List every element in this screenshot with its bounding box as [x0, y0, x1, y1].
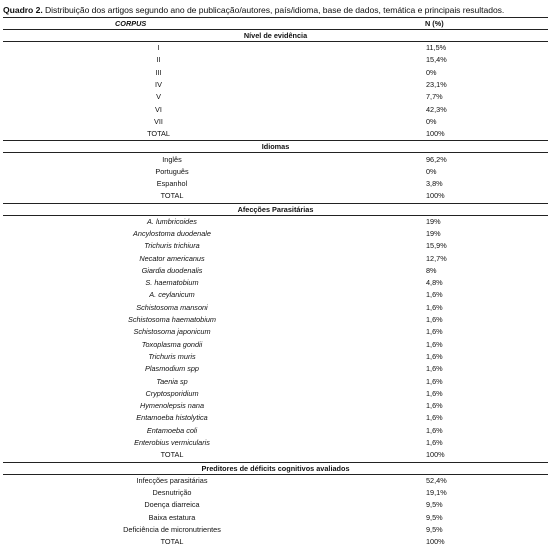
row-label-cell [3, 277, 423, 289]
row-value: 19% [423, 215, 548, 228]
row-label-cell [3, 302, 423, 314]
table-row [3, 265, 548, 277]
table-row [3, 103, 548, 115]
row-value: 1,6% [423, 314, 548, 326]
table-body [3, 30, 548, 548]
row-label: Necator americanus [122, 253, 222, 265]
table-row [3, 339, 548, 351]
row-label: Baixa estatura [122, 512, 222, 524]
row-label: Entamoeba histolytica [122, 412, 222, 424]
row-label: Infecções parasitárias [122, 475, 222, 487]
row-label: Enterobius vermicularis [122, 437, 222, 449]
row-value: 100% [423, 536, 548, 548]
section-header-afeccoes-parasitarias [3, 203, 548, 215]
table-row [3, 487, 548, 499]
row-value: 0% [423, 116, 548, 128]
row-label-cell [3, 437, 423, 449]
table-header-row [3, 18, 548, 30]
row-label: Ancylostoma duodenale [122, 228, 222, 240]
row-label-cell [3, 339, 423, 351]
section-title: Idiomas [3, 141, 548, 153]
caption-label: Quadro 2. [3, 5, 43, 15]
table-row [3, 302, 548, 314]
row-label-cell [3, 91, 423, 103]
row-label: Giardia duodenalis [122, 265, 222, 277]
table-caption [3, 4, 548, 16]
row-label-cell [3, 425, 423, 437]
table-row [3, 425, 548, 437]
row-value: 100% [423, 128, 548, 141]
row-label: I [122, 42, 195, 54]
row-value: 3,8% [423, 178, 548, 190]
table-row [3, 388, 548, 400]
row-label-cell [3, 54, 423, 66]
row-value: 96,2% [423, 153, 548, 166]
row-label: Doença diarreica [122, 499, 222, 511]
table-row [3, 511, 548, 523]
row-value: 100% [423, 449, 548, 462]
row-label: Hymenolepsis nana [122, 400, 222, 412]
row-label-cell [3, 103, 423, 115]
table-row [3, 252, 548, 264]
row-value: 23,1% [423, 79, 548, 91]
row-value: 0% [423, 166, 548, 178]
row-label: Taenia sp [122, 376, 222, 388]
table-row [3, 412, 548, 424]
row-label-cell [3, 412, 423, 424]
row-label-cell [3, 190, 423, 203]
table-row [3, 375, 548, 387]
row-value: 9,5% [423, 524, 548, 536]
row-label: IV [122, 79, 195, 91]
row-value: 1,6% [423, 302, 548, 314]
table-row [3, 314, 548, 326]
row-value: 19,1% [423, 487, 548, 499]
table-row [3, 166, 548, 178]
row-value: 9,5% [423, 511, 548, 523]
row-value: 19% [423, 228, 548, 240]
row-label-cell [3, 400, 423, 412]
row-label: S. haematobium [122, 277, 222, 289]
row-label: Inglês [122, 154, 222, 166]
row-value: 4,8% [423, 277, 548, 289]
row-value: 1,6% [423, 375, 548, 387]
table-row [3, 178, 548, 190]
table-row [3, 449, 548, 462]
row-value: 1,6% [423, 351, 548, 363]
table-row [3, 228, 548, 240]
section-header-nivel-de-evidencia [3, 30, 548, 42]
row-label-cell [3, 511, 423, 523]
row-value: 1,6% [423, 289, 548, 301]
table-row [3, 54, 548, 66]
row-label-cell [3, 252, 423, 264]
row-label: Cryptosporidium [122, 388, 222, 400]
row-value: 0% [423, 67, 548, 79]
row-value: 42,3% [423, 103, 548, 115]
row-label: Plasmodium spp [122, 363, 222, 375]
row-value: 15,4% [423, 54, 548, 66]
row-value: 1,6% [423, 437, 548, 449]
row-value: 1,6% [423, 326, 548, 338]
row-label: V [122, 91, 195, 103]
row-value: 1,6% [423, 425, 548, 437]
row-label: TOTAL [122, 449, 222, 461]
row-label: A. lumbricoides [122, 216, 222, 228]
table-row [3, 289, 548, 301]
table-row [3, 215, 548, 228]
row-label-cell [3, 265, 423, 277]
row-label-cell [3, 487, 423, 499]
table-row [3, 277, 548, 289]
row-label: A. ceylanicum [122, 289, 222, 301]
row-label-cell [3, 474, 423, 487]
row-label-cell [3, 153, 423, 166]
row-label-cell [3, 42, 423, 55]
row-value: 1,6% [423, 412, 548, 424]
row-label-cell [3, 128, 423, 141]
row-label: III [122, 67, 195, 79]
row-value: 12,7% [423, 252, 548, 264]
section-title: Afecções Parasitárias [3, 203, 548, 215]
row-label: Schistosoma haematobium [122, 314, 222, 326]
table-row [3, 363, 548, 375]
row-value: 52,4% [423, 474, 548, 487]
row-label: Toxoplasma gondii [122, 339, 222, 351]
row-value: 7,7% [423, 91, 548, 103]
row-label-cell [3, 289, 423, 301]
row-value: 1,6% [423, 400, 548, 412]
row-label-cell [3, 524, 423, 536]
row-value: 15,9% [423, 240, 548, 252]
row-label: TOTAL [122, 128, 195, 140]
row-label-cell [3, 499, 423, 511]
row-label-cell [3, 178, 423, 190]
table-row [3, 437, 548, 449]
row-value: 8% [423, 265, 548, 277]
row-value: 100% [423, 190, 548, 203]
row-label: VII [122, 116, 195, 128]
section-header-idiomas [3, 141, 548, 153]
row-label-cell [3, 326, 423, 338]
row-value: 1,6% [423, 339, 548, 351]
header-n-percent: N (%) [423, 18, 548, 30]
row-label-cell [3, 388, 423, 400]
row-label-cell [3, 351, 423, 363]
row-label-cell [3, 116, 423, 128]
row-label-cell [3, 449, 423, 462]
table-row [3, 524, 548, 536]
row-label-cell [3, 314, 423, 326]
table-row [3, 326, 548, 338]
row-value: 1,6% [423, 388, 548, 400]
table-row [3, 153, 548, 166]
table-row [3, 42, 548, 55]
header-corpus: CORPUS [3, 18, 423, 30]
row-label: Schistosoma mansoni [122, 302, 222, 314]
table-row [3, 474, 548, 487]
table-row [3, 351, 548, 363]
row-value: 9,5% [423, 499, 548, 511]
row-label: Desnutrição [122, 487, 222, 499]
table-row [3, 116, 548, 128]
row-label: Entamoeba coli [122, 425, 222, 437]
row-label: Deficiência de micronutrientes [122, 524, 222, 536]
row-label: VI [122, 104, 195, 116]
row-label-cell [3, 166, 423, 178]
row-label: Trichuris trichiura [122, 240, 222, 252]
row-label-cell [3, 79, 423, 91]
row-label: Espanhol [122, 178, 222, 190]
row-label: Português [122, 166, 222, 178]
document-page [3, 4, 548, 548]
row-label-cell [3, 375, 423, 387]
row-label-cell [3, 67, 423, 79]
table-row [3, 91, 548, 103]
section-title: Preditores de déficits cognitivos avaliados [3, 462, 548, 474]
table-row [3, 67, 548, 79]
caption-text: Distribuição dos artigos segundo ano de publicação/autores, país/idioma, base de dados, temática e principais resultados. [43, 5, 505, 15]
section-title: Nível de evidência [3, 30, 548, 42]
table-row [3, 190, 548, 203]
row-label: II [122, 54, 195, 66]
row-value: 11,5% [423, 42, 548, 55]
table-row [3, 499, 548, 511]
table-row [3, 128, 548, 141]
row-value: 1,6% [423, 363, 548, 375]
row-label-cell [3, 240, 423, 252]
table-row [3, 79, 548, 91]
table-row [3, 400, 548, 412]
row-label: Schistosoma japonicum [122, 326, 222, 338]
row-label: TOTAL [122, 536, 222, 548]
row-label-cell [3, 228, 423, 240]
corpus-table [3, 17, 548, 548]
row-label-cell [3, 363, 423, 375]
row-label: TOTAL [122, 190, 222, 202]
section-header-preditores-de-deficits-cognitivos-avaliados [3, 462, 548, 474]
table-row [3, 240, 548, 252]
row-label-cell [3, 215, 423, 228]
row-label: Trichuris muris [122, 351, 222, 363]
